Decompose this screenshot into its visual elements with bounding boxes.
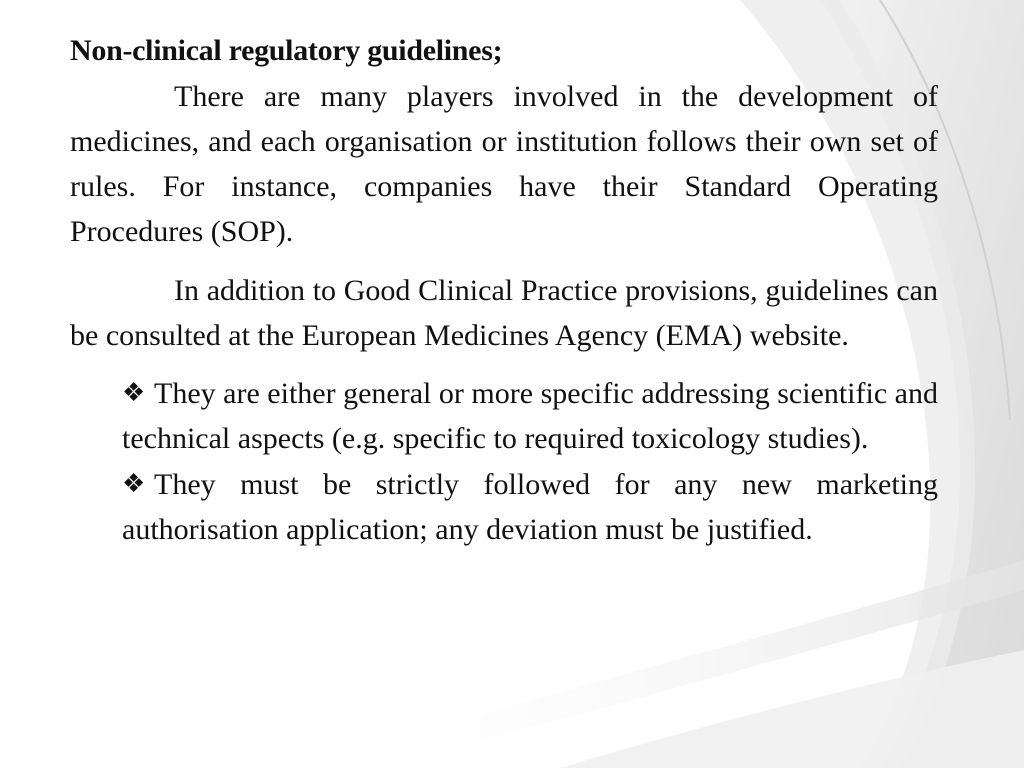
body-paragraph: In addition to Good Clinical Practice provisions, guidelines can be consulted at the European Medicines Agency (EMA) website.	[70, 274, 938, 352]
list-item	[122, 461, 938, 552]
diamond-bullet-icon: ❖	[122, 378, 146, 407]
slide-content	[70, 28, 938, 568]
background-swoosh	[560, 650, 1024, 768]
bullet-text: They are either general or more specific addressing scientific and technical aspects (e.g. specific to required toxicology studies).	[122, 377, 938, 455]
slide-title: Non-clinical regulatory guidelines;	[70, 34, 503, 67]
bullet-list	[122, 370, 938, 552]
diamond-bullet-icon: ❖	[122, 469, 146, 498]
body-paragraph: There are many players involved in the development of medicines, and each organisation or institution follows their own set of rules. For instance, companies have their Standard Operating Procedures (SOP).	[70, 80, 938, 248]
list-item	[122, 370, 938, 461]
bullet-text: They must be strictly followed for any new marketing authorisation application; any deviation must be justified.	[122, 468, 938, 546]
